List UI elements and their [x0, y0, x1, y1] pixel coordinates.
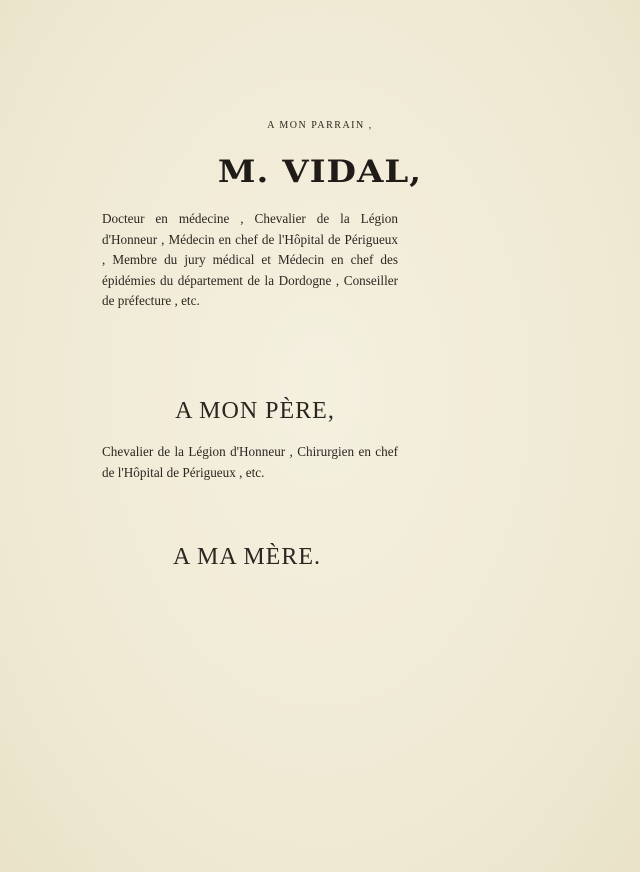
parrain-description: Docteur en médecine , Chevalier de la Légion d'Honneur , Médecin en chef de l'Hôpital de Périgueux , Membre du jury médical et Médecin en chef des épidémies du département de la Dordogne , Conseiller de préfecture , etc.: [102, 211, 398, 308]
parrain-heading: A MON PARRAIN ,: [267, 120, 373, 131]
pere-heading: A MON PÈRE,: [175, 398, 335, 424]
pere-description: Chevalier de la Légion d'Honneur , Chirurgien en chef de l'Hôpital de Périgueux , etc.: [102, 444, 398, 480]
mere-heading: A MA MÈRE.: [172, 544, 322, 570]
parrain-name: M. VIDAL,: [217, 153, 423, 191]
